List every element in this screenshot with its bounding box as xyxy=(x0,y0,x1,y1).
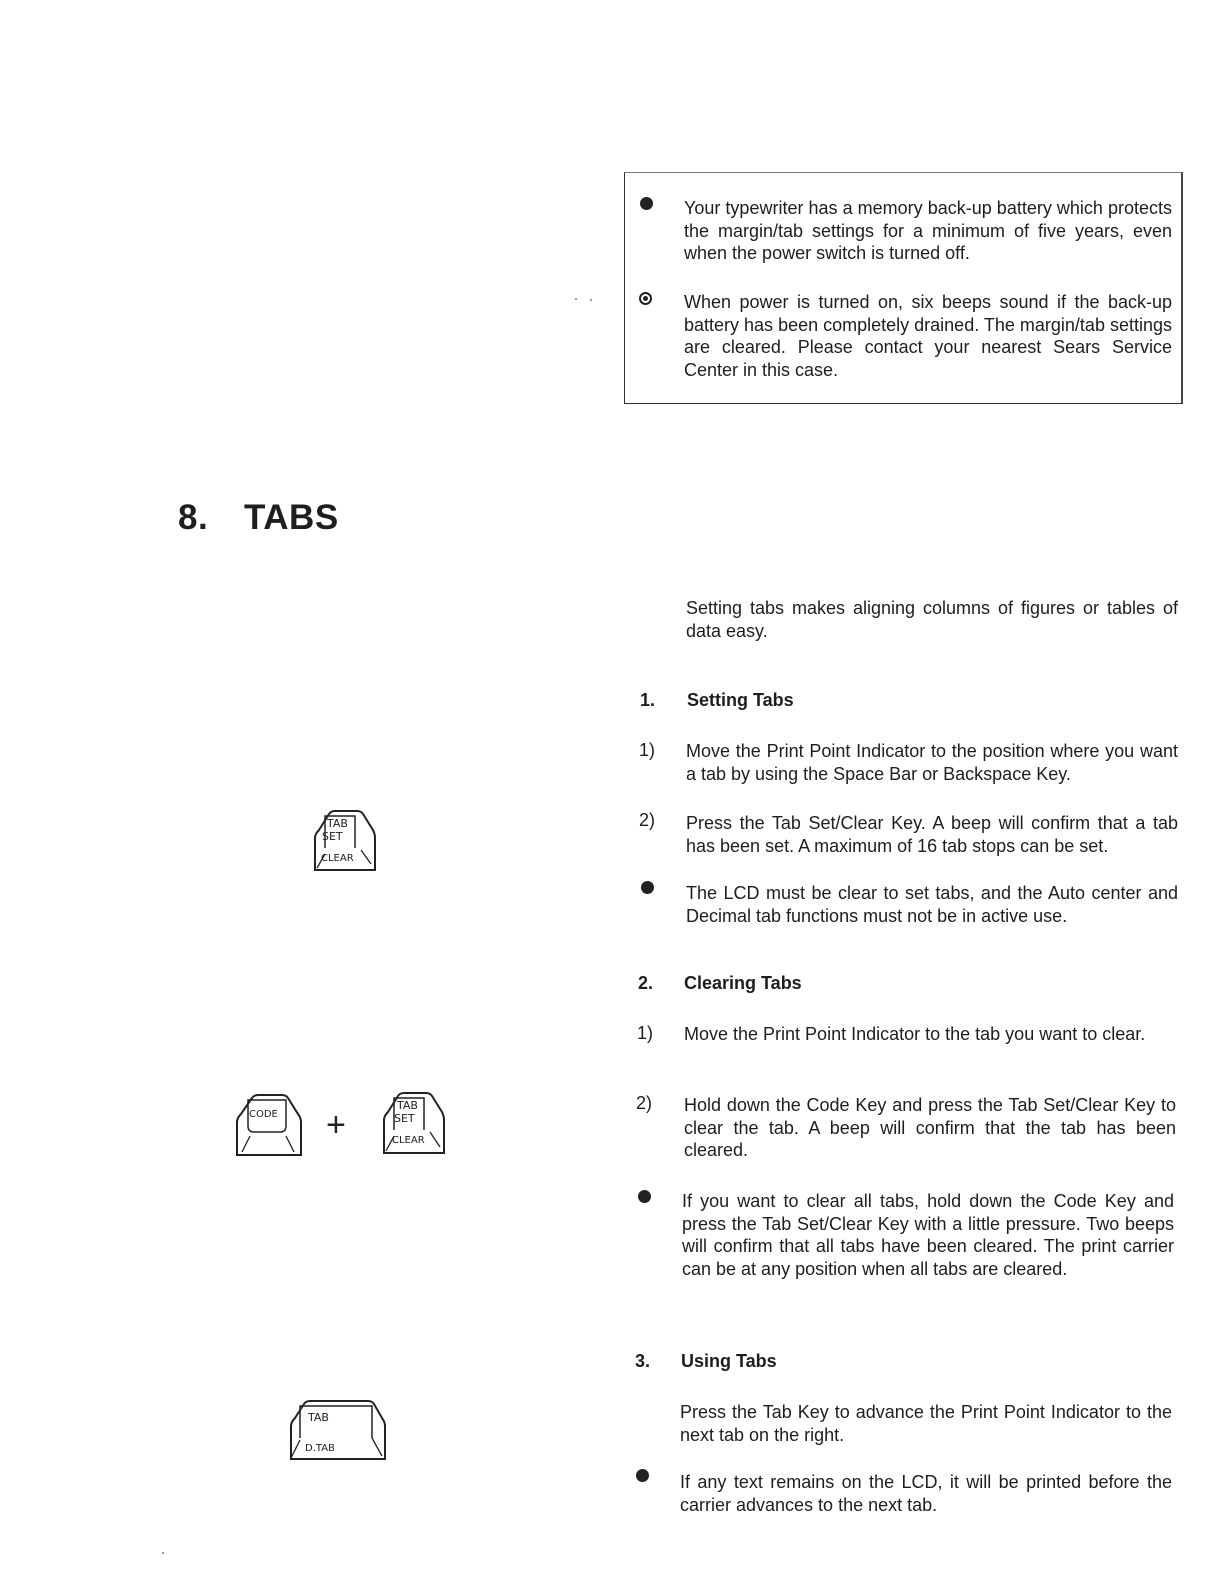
tab-set-key-label-3: CLEAR xyxy=(392,1135,425,1146)
plus-sign: + xyxy=(326,1106,346,1144)
tab-key-label: TAB xyxy=(308,1411,329,1424)
clearing-step1-number: 1) xyxy=(637,1023,654,1043)
tab-dtab-key-icon xyxy=(288,1398,388,1462)
clearing-heading: Clearing Tabs xyxy=(684,973,802,993)
setting-step1-number: 1) xyxy=(639,740,656,760)
setting-heading: Setting Tabs xyxy=(687,690,794,710)
section-title-text: TABS xyxy=(244,498,339,537)
intro-text: Setting tabs makes aligning columns of figures or tables of data easy. xyxy=(686,598,1178,641)
tab-set-key-label-1: TAB xyxy=(327,817,348,830)
clearing-step1-text: Move the Print Point Indicator to the tab you want to clear. xyxy=(684,1024,1146,1044)
tab-set-clear-key-icon xyxy=(311,808,377,872)
dtab-key-label: D.TAB xyxy=(305,1443,335,1454)
using-note-text: If any text remains on the LCD, it will be printed before the carrier advances to the next tab. xyxy=(680,1472,1172,1515)
setting-number: 1. xyxy=(640,690,656,710)
code-key-icon xyxy=(234,1092,304,1158)
setting-step2-number: 2) xyxy=(639,810,656,830)
bullet-icon xyxy=(640,197,653,210)
notice-battery-text: Your typewriter has a memory back-up battery which protects the margin/tab settings for a minimum of five years, even when the power switch is turned off. xyxy=(684,198,1172,263)
scan-speck xyxy=(162,1552,164,1554)
setting-step1-text: Move the Print Point Indicator to the position where you want a tab by using the Space Bar or Backspace Key. xyxy=(686,741,1178,784)
bullet-icon xyxy=(636,1469,649,1482)
setting-step2-text: Press the Tab Set/Clear Key. A beep will confirm that a tab has been set. A maximum of 16 tab stops can be set. xyxy=(686,813,1178,856)
notice-power-text: When power is turned on, six beeps sound if the back-up battery has been completely drained. The margin/tab settings are cleared. Please contact your nearest Sears Service Center in this case. xyxy=(684,292,1172,380)
using-heading: Using Tabs xyxy=(681,1351,777,1371)
using-number: 3. xyxy=(635,1351,651,1371)
using-text: Press the Tab Key to advance the Print Point Indicator to the next tab on the right. xyxy=(680,1402,1172,1445)
tab-set-key-label-2: SET xyxy=(322,830,343,843)
tab-set-key-label-2: SET xyxy=(394,1112,415,1125)
scan-speck xyxy=(590,299,592,301)
clearing-step2-number: 2) xyxy=(636,1093,653,1113)
setting-note-text: The LCD must be clear to set tabs, and the Auto center and Decimal tab functions must not be in active use. xyxy=(686,883,1178,926)
tab-set-clear-key-icon xyxy=(380,1090,448,1156)
scan-speck xyxy=(575,298,577,300)
tab-set-key-label-3: CLEAR xyxy=(321,853,354,864)
section-title xyxy=(178,498,339,538)
tab-set-key-label-1: TAB xyxy=(397,1099,418,1112)
bullet-icon xyxy=(638,1190,651,1203)
clearing-step2-text: Hold down the Code Key and press the Tab Set/Clear Key to clear the tab. A beep will confirm that the tab has been cleared. xyxy=(684,1095,1176,1160)
clearing-note-text: If you want to clear all tabs, hold down the Code Key and press the Tab Set/Clear Key with a little pressure. Two beeps will confirm that all tabs have been cleared. The print carrier can be at any position when all tabs are cleared. xyxy=(682,1191,1174,1279)
section-number: 8. xyxy=(178,498,209,537)
code-key-label: CODE xyxy=(249,1109,278,1120)
bullet-icon xyxy=(641,881,654,894)
bullet-ring-icon xyxy=(639,292,652,305)
clearing-number: 2. xyxy=(638,973,654,993)
